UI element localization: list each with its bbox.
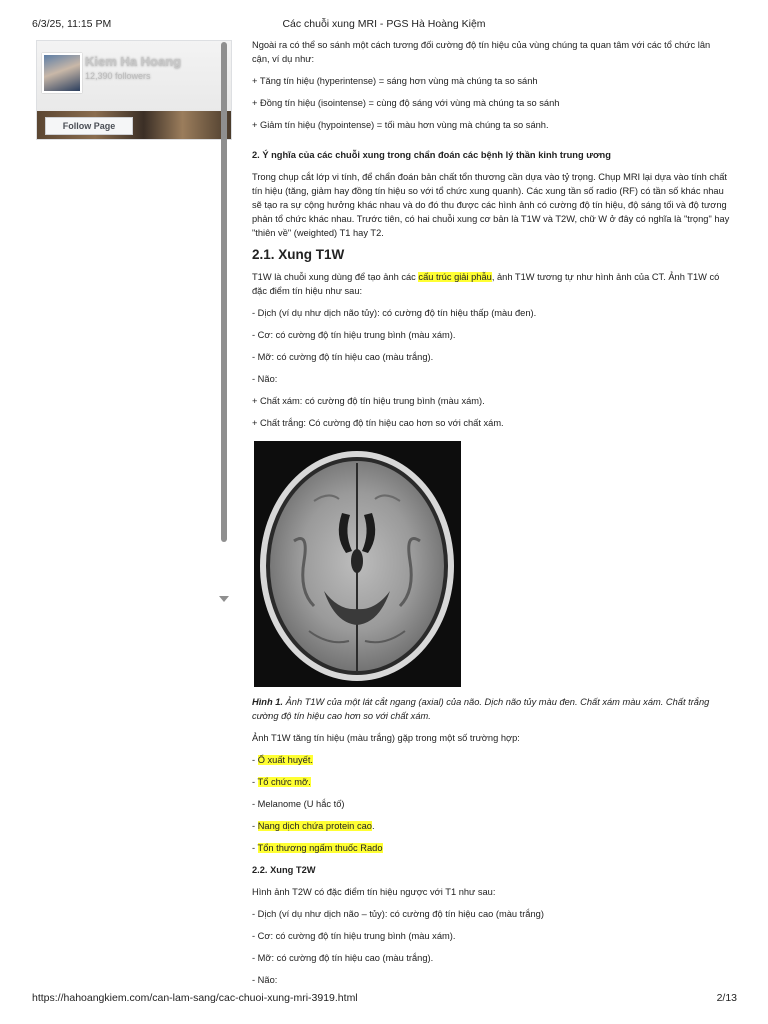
case-suffix: . <box>371 821 375 831</box>
article-content <box>252 38 730 430</box>
follow-page-button[interactable]: Follow Page <box>45 117 133 135</box>
t1-case-item <box>252 797 730 811</box>
heading-t2w: 2.2. Xung T2W <box>252 865 316 875</box>
case-highlight: Tổn thương ngấm thuốc Rado <box>257 843 383 853</box>
avatar[interactable] <box>42 53 82 93</box>
case-highlight: Tổ chức mỡ. <box>257 777 311 787</box>
case-highlight: Ổ xuất huyết. <box>257 755 313 765</box>
case-prefix: - <box>252 843 258 853</box>
brain-axial-t1w-illustration <box>254 441 461 687</box>
figure-caption <box>252 695 730 723</box>
t2-list-item: - Dịch (ví dụ như dịch não – tủy): có cường độ tín hiệu cao (màu trắng) <box>252 909 544 919</box>
t1-list-item: - Mỡ: có cường độ tín hiệu cao (màu trắng). <box>252 352 434 362</box>
facebook-page-widget <box>36 40 232 140</box>
t1-case-item <box>252 841 730 855</box>
follower-count: 12,390 followers <box>85 71 151 81</box>
t1w-text-before: T1W là chuỗi xung dùng để tạo ảnh các <box>252 272 419 282</box>
compare-isointense: + Đồng tín hiệu (isointense) = cùng độ sáng với vùng mà chúng ta so sánh <box>252 98 560 108</box>
t2w-intro: Hình ảnh T2W có đặc điểm tín hiệu ngược với T1 như sau: <box>252 887 496 897</box>
t1-list-item: - Dịch (ví dụ như dịch não tủy): có cường độ tín hiệu thấp (màu đen). <box>252 308 537 318</box>
heading-t1w: 2.1. Xung T1W <box>252 247 345 262</box>
intro-paragraph: Ngoài ra có thể so sánh một cách tương đối cường độ tín hiệu của vùng chúng ta quan tâm với các tổ chức lân cận, ví dụ như: <box>252 40 711 64</box>
scroll-down-arrow-icon[interactable] <box>219 596 229 602</box>
t1-case-item <box>252 753 730 767</box>
page-number: 2/13 <box>716 992 737 1004</box>
figure-label: Hình 1. <box>252 697 283 707</box>
case-text: - Melanome (U hắc tố) <box>252 799 345 809</box>
page-name[interactable]: Kiem Ha Hoang <box>85 54 182 69</box>
case-prefix: - <box>252 755 258 765</box>
case-prefix: - <box>252 777 258 787</box>
case-prefix: - <box>252 821 258 831</box>
compare-hyperintense: + Tăng tín hiệu (hyperintense) = sáng hơn vùng mà chúng ta so sánh <box>252 76 538 86</box>
t2-list-item: - Cơ: có cường độ tín hiệu trung bình (màu xám). <box>252 931 456 941</box>
case-highlight: Nang dịch chứa protein cao <box>257 821 372 831</box>
print-title: Các chuỗi xung MRI - PGS Hà Hoàng Kiệm <box>282 18 486 30</box>
t1-list-item: - Cơ: có cường độ tín hiệu trung bình (màu xám). <box>252 330 456 340</box>
highlight-anatomy: cấu trúc giải phẫu <box>418 272 492 282</box>
t1-case-item <box>252 819 730 833</box>
print-datetime: 6/3/25, 11:15 PM <box>32 18 112 30</box>
section-2-paragraph: Trong chụp cắt lớp vi tính, để chẩn đoán bản chất tổn thương cần dựa vào tỷ trọng. Chụp MRI lại dựa vào tính chất tín hiệu (tăng, giảm hay đồng tín hiệu so với tổ chức xung quanh). Các xung tần số radio (RF) có tần số khác nhau sẽ tạo ra sự cộng hưởng khác nhau và do đó thu được các hình ảnh có cường độ tín hiệu, độ sáng tối và độ tương phản tổ chức khác nhau. Trước tiên, có hai chuỗi xung cơ bản là T1W và T2W, chữ W ở đây có nghĩa là "trọng" hay "thiên về" (weighted) T1 hay T2. <box>252 172 730 238</box>
t1-list-item: + Chất xám: có cường độ tín hiệu trung bình (màu xám). <box>252 396 485 406</box>
sidebar-scrollbar-thumb[interactable] <box>221 42 227 542</box>
t1-increase-intro: Ảnh T1W tăng tín hiệu (màu trắng) gặp trong một số trường hợp: <box>252 733 520 743</box>
mri-figure-image <box>254 441 461 687</box>
t1-list-item: - Não: <box>252 374 278 384</box>
t2-list-item: - Mỡ: có cường độ tín hiệu cao (màu trắng). <box>252 953 434 963</box>
figure-caption-text: Ảnh T1W của một lát cắt ngang (axial) của não. Dịch não tủy màu đen. Chất xám màu xám. Chất trắng cường độ tín hiệu cao hơn so với chất xám. <box>252 697 710 721</box>
t1w-text-after: , ảnh T1W tương tự như hình ảnh của CT. Ảnh T1W có đặc điểm tín hiệu như sau: <box>252 272 720 296</box>
t1-list-item: + Chất trắng: Có cường độ tín hiệu cao hơn so với chất xám. <box>252 418 504 428</box>
article-content-lower <box>252 695 730 987</box>
t1-case-item <box>252 775 730 789</box>
section-heading-2: 2. Ý nghĩa của các chuỗi xung trong chẩn đoán các bệnh lý thần kinh trung ương <box>252 150 611 160</box>
page-url[interactable]: https://hahoangkiem.com/can-lam-sang/cac-chuoi-xung-mri-3919.html <box>32 992 358 1004</box>
t2-list-item: - Não: <box>252 975 278 985</box>
compare-hypointense: + Giảm tín hiệu (hypointense) = tối màu hơn vùng mà chúng ta so sánh. <box>252 120 549 130</box>
t1w-paragraph <box>252 270 730 298</box>
